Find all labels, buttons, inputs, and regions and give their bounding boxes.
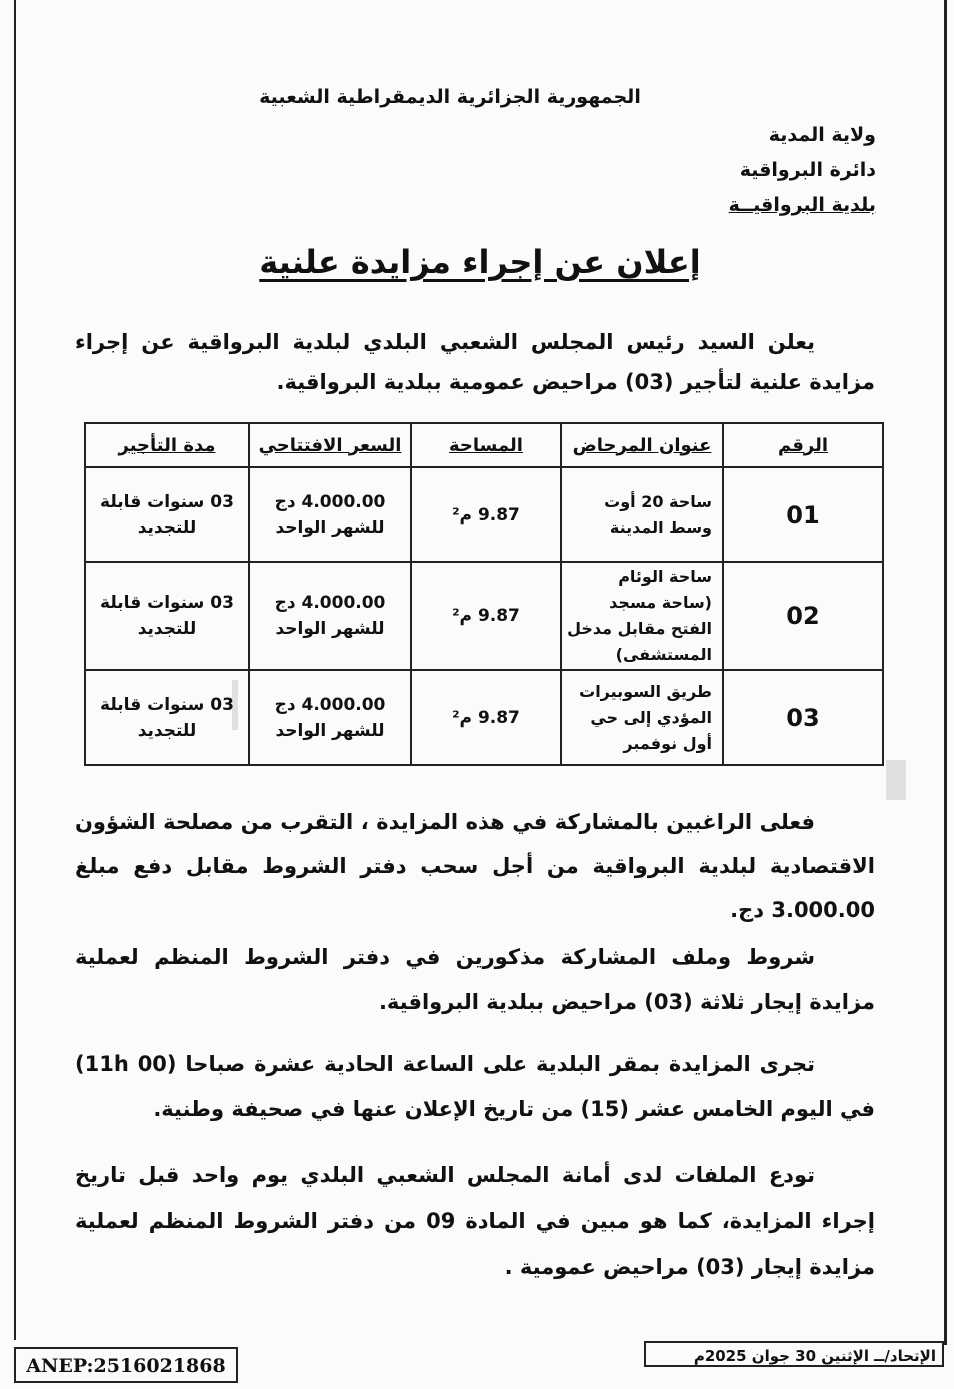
row-address: ساحة الوئام (ساحة مسجد الفتح مقابل مدخل المستشفى) — [561, 562, 723, 670]
table-row — [85, 562, 883, 670]
announcement-title: إعلان عن إجراء مزايدة علنية — [259, 243, 701, 281]
table-row — [85, 670, 883, 765]
col-header-area: المساحة — [411, 423, 561, 467]
col-header-duration: مدة التأجير — [85, 423, 249, 467]
row-price: 4.000.00 دج للشهر الواحد — [249, 670, 411, 765]
schedule-text: تجرى المزايدة بمقر البلدية على الساعة الحادية عشرة صباحا (11h 00) في اليوم الخامس عشر (15) من تاريخ الإعلان عنها في صحيفة وطنية. — [75, 1052, 875, 1121]
deposit-paragraph — [75, 1152, 875, 1290]
wilaya-label: ولاية المدية — [768, 124, 876, 146]
table-row — [85, 467, 883, 562]
row-duration: 03 سنوات قابلة للتجديد — [85, 670, 249, 765]
schedule-paragraph — [75, 1042, 875, 1132]
intro-text: يعلن السيد رئيس المجلس الشعبي البلدي لبلدية البرواقية عن إجراء مزايدة علنية لتأجير (03) مراحيض عمومية ببلدية البرواقية. — [75, 330, 875, 394]
conditions-text: شروط وملف المشاركة مذكورين في دفتر الشروط المنظم لعملية مزايدة إيجار ثلاثة (03) مراحيض ببلدية البرواقية. — [75, 945, 875, 1014]
scan-artifact — [886, 760, 906, 800]
row-number: 01 — [723, 467, 883, 562]
republic-heading: الجمهورية الجزائرية الديمقراطية الشعبية — [259, 86, 641, 108]
publication-date: الإتحاد/ــ الإثنين 30 جوان 2025م — [644, 1341, 944, 1367]
col-header-address: عنوان المرحاض — [561, 423, 723, 467]
row-price: 4.000.00 دج للشهر الواحد — [249, 467, 411, 562]
row-number: 03 — [723, 670, 883, 765]
anep-reference: ANEP:2516021868 — [14, 1347, 238, 1383]
deposit-text: تودع الملفات لدى أمانة المجلس الشعبي البلدي يوم واحد قبل تاريخ إجراء المزايدة، كما هو مبين في المادة 09 من دفتر الشروط المنظم لعملية مزايدة إيجار (03) مراحيض عمومية . — [75, 1163, 875, 1279]
row-duration: 03 سنوات قابلة للتجديد — [85, 562, 249, 670]
row-area: 9.87 م² — [411, 670, 561, 765]
row-address: طريق السوبيرات المؤدي إلى حي أول نوفمبر — [561, 670, 723, 765]
row-duration: 03 سنوات قابلة للتجديد — [85, 467, 249, 562]
baladiya-label: بلدية البرواقيــة — [728, 194, 876, 216]
auction-table — [84, 422, 884, 766]
conditions-paragraph — [75, 935, 875, 1025]
administrative-header — [656, 118, 876, 223]
row-area: 9.87 م² — [411, 467, 561, 562]
table-header-row — [85, 423, 883, 467]
daira-label: دائرة البرواقية — [739, 159, 876, 181]
participation-paragraph — [75, 800, 875, 932]
participation-text: فعلى الراغبين بالمشاركة في هذه المزايدة ، التقرب من مصلحة الشؤون الاقتصادية لبلدية البرواقية من أجل سحب دفتر الشروط مقابل دفع مبلغ 3.000.00 دج. — [75, 810, 875, 922]
row-number: 02 — [723, 562, 883, 670]
col-header-price: السعر الافتتاحي — [249, 423, 411, 467]
col-header-number: الرقم — [723, 423, 883, 467]
page-border-right — [944, 0, 947, 1345]
row-price: 4.000.00 دج للشهر الواحد — [249, 562, 411, 670]
page-border-left — [14, 0, 16, 1340]
row-address: ساحة 20 أوت وسط المدينة — [561, 467, 723, 562]
row-area: 9.87 م² — [411, 562, 561, 670]
intro-paragraph — [75, 322, 875, 402]
